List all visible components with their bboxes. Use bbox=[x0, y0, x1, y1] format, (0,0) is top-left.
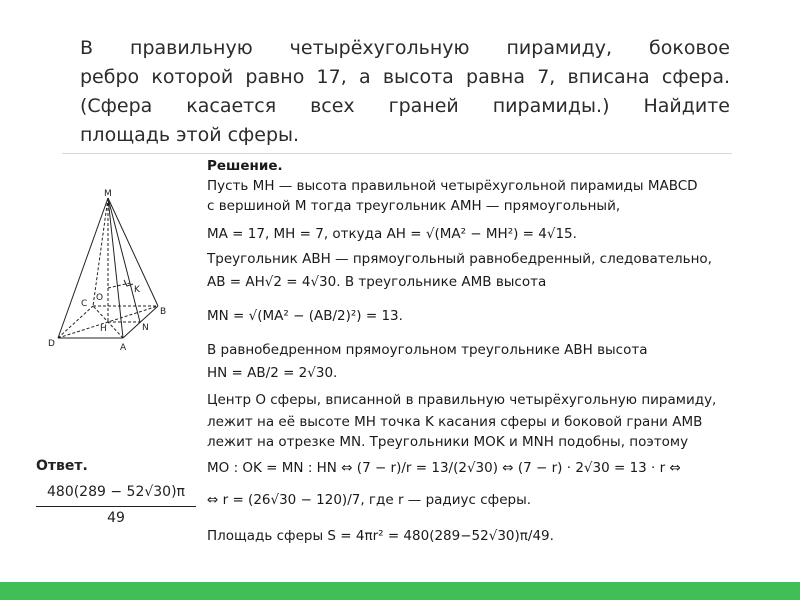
solution-line: В равнобедренном прямоугольном треугольнике ABH высота bbox=[207, 342, 648, 358]
label-b: B bbox=[160, 307, 167, 317]
solution-line: AB = AH√2 = 4√30. В треугольнике AMB высота bbox=[207, 274, 547, 290]
label-d: D bbox=[48, 339, 55, 349]
solution-line: MN = √(MA² − (AB/2)²) = 13. bbox=[207, 308, 403, 324]
solution-line: лежит на её высоте MH точка K касания сферы и боковой грани AMB bbox=[207, 414, 703, 430]
label-k: K bbox=[134, 285, 140, 295]
problem-line: В правильную четырёхугольную пирамиду, боковое bbox=[80, 37, 730, 59]
answer-fraction-bar bbox=[36, 506, 196, 507]
problem-statement bbox=[80, 34, 730, 150]
footer-accent-bar bbox=[0, 582, 800, 600]
answer-label: Ответ. bbox=[36, 458, 88, 474]
solution-line: Центр O сферы, вписанной в правильную четырёхугольную пирамиду, bbox=[207, 392, 717, 408]
problem-line: (Сфера касается всех граней пирамиды.) Найдите bbox=[80, 95, 730, 117]
solution-line: лежит на отрезке MN. Треугольники MOK и MNH подобны, поэтому bbox=[207, 434, 689, 450]
solution-line: Площадь сферы S = 4πr² = 480(289−52√30)π/49. bbox=[207, 528, 554, 544]
label-h: H bbox=[100, 324, 107, 334]
answer-numerator: 480(289 − 52√30)π bbox=[47, 484, 185, 500]
solution-line: MO : OK = MN : HN ⇔ (7 − r)/r = 13/(2√30) ⇔ (7 − r) · 2√30 = 13 · r ⇔ bbox=[207, 460, 681, 476]
label-a: A bbox=[120, 343, 127, 353]
label-n: N bbox=[142, 323, 149, 333]
solution-line: HN = AB/2 = 2√30. bbox=[207, 365, 338, 381]
solution-line: Треугольник ABH — прямоугольный равнобедренный, следовательно, bbox=[207, 251, 712, 267]
divider bbox=[62, 153, 732, 154]
label-m: M bbox=[104, 189, 112, 199]
solution-heading: Решение. bbox=[207, 158, 283, 174]
problem-line: площадь этой сферы. bbox=[80, 124, 300, 146]
solution-line: ⇔ r = (26√30 − 120)/7, где r — радиус сферы. bbox=[207, 492, 532, 508]
solution-line: Пусть MH — высота правильной четырёхугольной пирамиды MABCD bbox=[207, 178, 698, 194]
pyramid-figure bbox=[38, 188, 188, 358]
solution-line: MA = 17, MH = 7, откуда AH = √(MA² − MH²) = 4√15. bbox=[207, 226, 577, 242]
label-c: C bbox=[81, 299, 88, 309]
label-o: O bbox=[96, 293, 104, 303]
problem-line: ребро которой равно 17, а высота равна 7, вписана сфера. bbox=[80, 66, 730, 88]
answer-denominator: 49 bbox=[107, 510, 125, 526]
solution-line: с вершиной M тогда треугольник AMH — прямоугольный, bbox=[207, 198, 621, 214]
